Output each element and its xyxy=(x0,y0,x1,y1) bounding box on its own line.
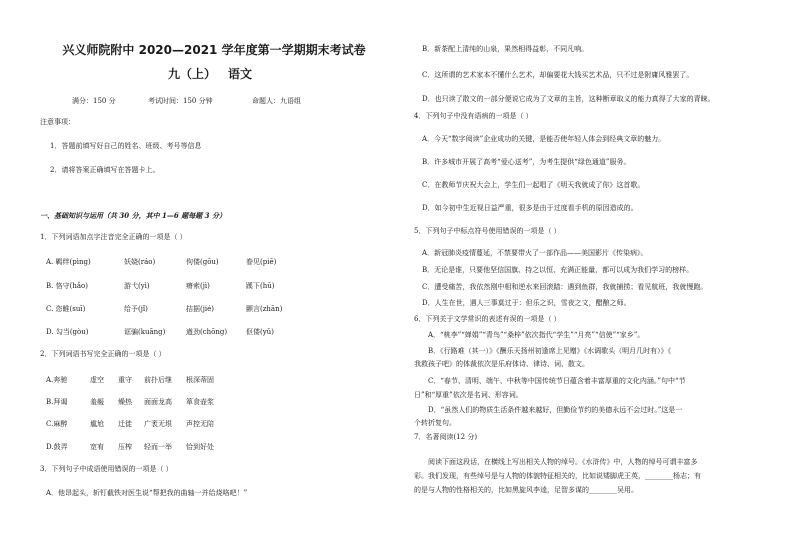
q1-b1: B. 恪守(hǎo) xyxy=(46,282,88,290)
q2-a2: 虚空 xyxy=(90,376,104,384)
q6-option-d-line2: 个转折复句。 xyxy=(414,419,456,427)
q5-option-b: B．无论是谁，只要他坚信国旗、持之以恒、充满正能量，都可以成为我们学习的榜样。 xyxy=(422,266,694,274)
subject-label: 语文 xyxy=(228,67,253,81)
q1-c3: 拮据(jié) xyxy=(186,305,215,313)
q1-a1: A. 羁绊(pìng) xyxy=(46,258,91,266)
meta-score: 满分：150 分 xyxy=(72,97,116,105)
q5-stem: 5．下列句子中标点符号使用错误的一项是（ ） xyxy=(414,227,561,235)
q6-stem: 6．下列关于文学常识的表述有误的一项是（ ） xyxy=(414,315,561,323)
q1-d2: 诓骗(kuāng) xyxy=(124,328,166,336)
q2-a5: 根深蒂固 xyxy=(186,376,214,384)
q6-option-b-line1: B．《行路难（其一）》《酬乐天扬州初逢席上见赠》《水调歌头（明月几时有）》《 xyxy=(428,347,672,355)
exam-title: 兴义师院附中 2020—2021 学年度第一学期期末考试卷 xyxy=(62,43,366,57)
q4-stem: 4．下列句子中没有语病的一项是（ ） xyxy=(414,112,533,120)
q6-option-c-line2: 日”和“厚重”依次是名词、形容词。 xyxy=(414,391,523,399)
q7-para-line1: 阅读下面这段话，在横线上写出相关人物的绰号。《水浒传》中，人物的绰号可谓丰富多 xyxy=(428,458,698,466)
meta-author: 命题人：九语组 xyxy=(252,97,301,105)
q3-option-d: D．也只读了散文的一部分便说它成为了文章的主旨，这种断章取义的能力真得了大家的青睐。 xyxy=(422,95,715,103)
q2-c4: 广袤无垠 xyxy=(144,420,172,428)
q4-option-d: D．如今初中生近视日益严重，很多是由于过度看手机的原因造成的。 xyxy=(422,204,638,212)
q6-option-a: A．“桃李”“婵娟”“青鸟”“桑梓”依次指代“学生”“月亮”“信使”“家乡”。 xyxy=(428,331,645,339)
q5-option-d: D．人生在世，遇人三事莫过于：但乐之识，雪夜之文，醋酿之师。 xyxy=(422,299,631,307)
q2-d1: D.鼓弄 xyxy=(46,443,68,451)
q7-stem: 7．名著阅读(12 分) xyxy=(414,433,478,441)
q2-c5: 声控无陪 xyxy=(186,420,214,428)
q2-b1: B.拜谒 xyxy=(46,398,68,406)
q6-option-b-line2: 我救孩子吧》的体裁依次是乐府体诗、律诗、词、散文。 xyxy=(414,360,589,368)
q2-a4: 前扑后继 xyxy=(144,376,172,384)
q1-d1: D. 勾当(gòu) xyxy=(46,328,89,336)
q6-option-c-line1: C．“春节、清明、端午、中秋等中国传统节日蕴含着丰富厚重的文化内涵。”句中“节 xyxy=(428,377,686,385)
q1-a4: 眷见(piē) xyxy=(246,258,277,266)
q3-option-c: C．这所谓的艺术家本不懂什么艺术，却偏要花大钱买艺术品，只不过是附庸风雅罢了。 xyxy=(422,71,694,79)
q2-c2: 尴尬 xyxy=(90,420,104,428)
q1-b2: 游弋(yì) xyxy=(124,282,150,290)
q2-d5: 恰到好处 xyxy=(186,443,214,451)
q7-para-line2: 彩。我们发现，有些绰号是与人物的体貌特征相关的，比如说矮脚虎王英，________杨志；有 xyxy=(414,472,701,480)
q1-c1: C. 恣睢(suī) xyxy=(46,305,86,313)
q4-option-a: A．今天“数字阅读”企业成功的关键，是能否使年轻人体会到经典文章的魅力。 xyxy=(422,135,666,143)
q7-para-line3: 的是与人物的性格相关的，比如黑旋风李逵，足智多谋的________吴用。 xyxy=(414,486,638,494)
q1-b4: 蹊下(hū) xyxy=(246,282,275,290)
q1-c2: 给予(jǐ) xyxy=(124,305,148,313)
notes-heading: 注意事项： xyxy=(40,118,75,126)
q1-a3: 佝偻(gōu) xyxy=(186,258,219,266)
q2-stem: 2．下列词语书写完全正确的一项是（ ） xyxy=(40,350,166,358)
q2-c3: 迁徙 xyxy=(118,420,132,428)
q4-option-b: B．许多城市开展了高考“爱心送考”，为考生提供“绿色通道”服务。 xyxy=(422,158,631,166)
section1-heading: 一、基础知识与运用（共 30 分，其中 1—6 题每题 3 分） xyxy=(40,211,226,220)
q6-option-d-line1: D．“虽然人们的物质生活条件越来越好，但勤俭节约的美德永远不会过时。”这是一 xyxy=(428,406,683,414)
q2-b4: 面面龙高 xyxy=(144,398,172,406)
q3-option-a: A．他昂起头，斩钉截铁对医生说“帮把我的曲轴一并给烧咯吧！” xyxy=(46,489,248,497)
q1-b3: 瘠索(jì) xyxy=(186,282,210,290)
q1-d4: 伛偻(yǔ) xyxy=(246,328,274,336)
q2-d2: 宽宥 xyxy=(90,443,104,451)
q2-b3: 燥热 xyxy=(118,398,132,406)
q5-option-a: A．新冠肺炎疫情蔓延，不禁要带火了一部作品——美国影片《传染病》。 xyxy=(422,249,648,257)
q1-d3: 遒劲(chōng) xyxy=(186,328,228,336)
q5-option-c: C．遭受痛苦，我依然刚中相和逆水来回滚踏：遇到鱼群，我就捕捞；看见航班，我就慢跑。 xyxy=(422,283,708,291)
q2-d4: 轻而一举 xyxy=(144,443,172,451)
q2-c1: C.麻醉 xyxy=(46,420,68,428)
meta-time: 考试时间：150 分钟 xyxy=(148,97,213,105)
q1-a2: 妖娆(ráo) xyxy=(124,258,156,266)
grade-label: 九（上） xyxy=(168,67,217,81)
q2-a1: A.奔驰 xyxy=(46,376,68,384)
q2-a3: 重守 xyxy=(118,376,132,384)
q1-c4: 颤言(zhān) xyxy=(246,305,283,313)
notes-item-2: 2．请将答案正确填写在答题卡上。 xyxy=(50,166,160,174)
q3-stem: 3．下列句子中成语使用错误的一项是（ ） xyxy=(40,465,173,473)
q4-option-c: C．在教师节庆祝大会上，学生们一起唱了《明天我就成了你》这首歌。 xyxy=(422,181,645,189)
q2-b5: 箪食壶浆 xyxy=(186,398,214,406)
q3-option-b: B．新茶配上清纯的山泉，果然相得益彰，不同凡响。 xyxy=(422,45,589,53)
q2-d3: 压榨 xyxy=(118,443,132,451)
notes-item-1: 1．答题前填写好自己的姓名、班级、考号等信息 xyxy=(50,142,202,150)
q2-b2: 羞赧 xyxy=(90,398,104,406)
q1-stem: 1．下列词语加点字注音完全正确的一项是（ ） xyxy=(40,233,187,241)
